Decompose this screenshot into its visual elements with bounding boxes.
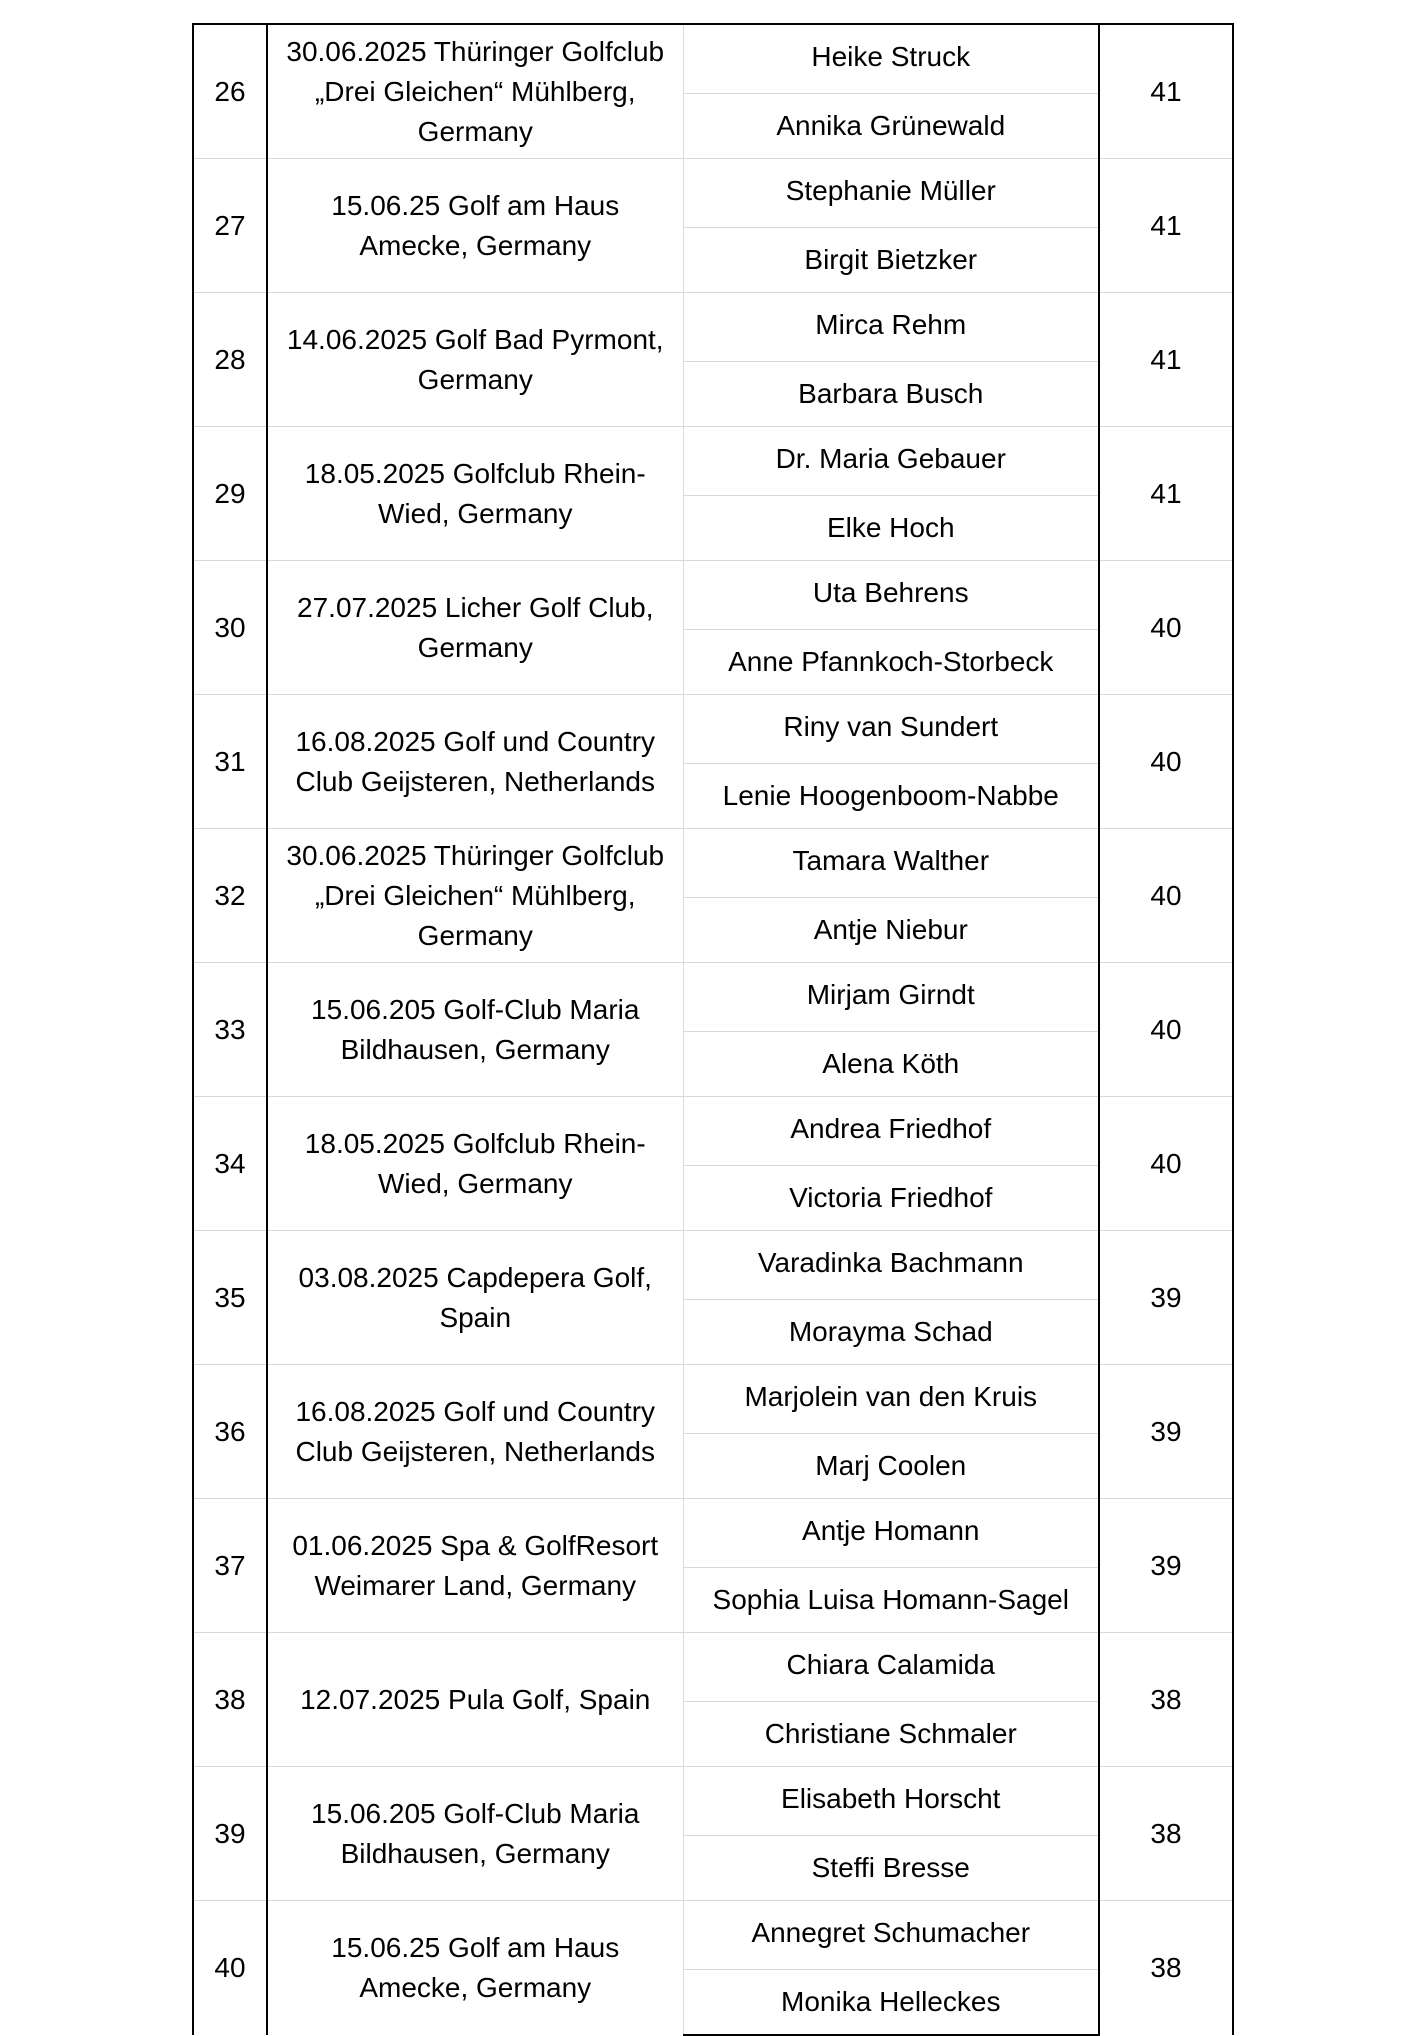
player-name-cell: Stephanie Müller (683, 159, 1099, 228)
event-cell: 03.08.2025 Capdepera Golf, Spain (267, 1231, 683, 1365)
score-cell: 39 (1099, 1365, 1233, 1499)
score-cell: 38 (1099, 1633, 1233, 1767)
player-name-cell: Mirjam Girndt (683, 963, 1099, 1032)
player-name-cell: Morayma Schad (683, 1300, 1099, 1365)
table-row (193, 1633, 1233, 1702)
rank-cell: 34 (193, 1097, 267, 1231)
player-name-cell: Annika Grünewald (683, 94, 1099, 159)
player-name-cell: Dr. Maria Gebauer (683, 427, 1099, 496)
score-cell: 40 (1099, 1097, 1233, 1231)
event-cell: 16.08.2025 Golf und Country Club Geijsteren, Netherlands (267, 1365, 683, 1499)
event-cell: 15.06.205 Golf-Club Maria Bildhausen, Germany (267, 963, 683, 1097)
rank-cell: 26 (193, 24, 267, 159)
table-row (193, 24, 1233, 94)
event-cell: 12.07.2025 Pula Golf, Spain (267, 1633, 683, 1767)
rank-cell: 32 (193, 829, 267, 963)
rank-cell: 37 (193, 1499, 267, 1633)
table-row (193, 963, 1233, 1032)
table-row (193, 561, 1233, 630)
event-cell: 15.06.25 Golf am Haus Amecke, Germany (267, 159, 683, 293)
score-cell: 41 (1099, 427, 1233, 561)
player-name-cell: Marjolein van den Kruis (683, 1365, 1099, 1434)
rank-cell: 28 (193, 293, 267, 427)
player-name-cell: Uta Behrens (683, 561, 1099, 630)
player-name-cell: Varadinka Bachmann (683, 1231, 1099, 1300)
player-name-cell: Sophia Luisa Homann-Sagel (683, 1568, 1099, 1633)
table-row (193, 1499, 1233, 1568)
event-cell: 30.06.2025 Thüringer Golfclub „Drei Gleichen“ Mühlberg, Germany (267, 829, 683, 963)
score-cell: 40 (1099, 829, 1233, 963)
rank-cell: 33 (193, 963, 267, 1097)
player-name-cell: Annegret Schumacher (683, 1901, 1099, 1970)
player-name-cell: Elke Hoch (683, 496, 1099, 561)
player-name-cell: Antje Niebur (683, 898, 1099, 963)
event-cell: 27.07.2025 Licher Golf Club, Germany (267, 561, 683, 695)
rank-cell: 35 (193, 1231, 267, 1365)
rank-cell: 30 (193, 561, 267, 695)
table-row (193, 1901, 1233, 1970)
score-cell: 40 (1099, 963, 1233, 1097)
player-name-cell: Anne Pfannkoch-Storbeck (683, 630, 1099, 695)
event-cell: 15.06.205 Golf-Club Maria Bildhausen, Germany (267, 1767, 683, 1901)
player-name-cell: Riny van Sundert (683, 695, 1099, 764)
rank-cell: 29 (193, 427, 267, 561)
event-cell: 18.05.2025 Golfclub Rhein-Wied, Germany (267, 427, 683, 561)
rank-cell: 39 (193, 1767, 267, 1901)
table-row (193, 427, 1233, 496)
player-name-cell: Elisabeth Horscht (683, 1767, 1099, 1836)
rank-cell: 27 (193, 159, 267, 293)
score-cell: 41 (1099, 159, 1233, 293)
score-cell: 41 (1099, 293, 1233, 427)
player-name-cell: Monika Helleckes (683, 1970, 1099, 2036)
score-cell: 40 (1099, 561, 1233, 695)
event-cell: 15.06.25 Golf am Haus Amecke, Germany (267, 1901, 683, 2036)
event-cell: 14.06.2025 Golf Bad Pyrmont, Germany (267, 293, 683, 427)
event-cell: 18.05.2025 Golfclub Rhein-Wied, Germany (267, 1097, 683, 1231)
player-name-cell: Marj Coolen (683, 1434, 1099, 1499)
player-name-cell: Mirca Rehm (683, 293, 1099, 362)
event-cell: 16.08.2025 Golf und Country Club Geijsteren, Netherlands (267, 695, 683, 829)
results-table (192, 23, 1234, 2036)
player-name-cell: Christiane Schmaler (683, 1702, 1099, 1767)
player-name-cell: Steffi Bresse (683, 1836, 1099, 1901)
player-name-cell: Barbara Busch (683, 362, 1099, 427)
table-row (193, 1365, 1233, 1434)
results-table-body (193, 24, 1233, 2035)
score-cell: 41 (1099, 24, 1233, 159)
table-row (193, 695, 1233, 764)
player-name-cell: Antje Homann (683, 1499, 1099, 1568)
score-cell: 39 (1099, 1499, 1233, 1633)
score-cell: 38 (1099, 1901, 1233, 2036)
player-name-cell: Birgit Bietzker (683, 228, 1099, 293)
event-cell: 01.06.2025 Spa & GolfResort Weimarer Land, Germany (267, 1499, 683, 1633)
table-row (193, 1767, 1233, 1836)
player-name-cell: Andrea Friedhof (683, 1097, 1099, 1166)
table-row (193, 1097, 1233, 1166)
player-name-cell: Victoria Friedhof (683, 1166, 1099, 1231)
score-cell: 40 (1099, 695, 1233, 829)
table-row (193, 829, 1233, 898)
score-cell: 38 (1099, 1767, 1233, 1901)
rank-cell: 40 (193, 1901, 267, 2036)
table-row (193, 293, 1233, 362)
score-cell: 39 (1099, 1231, 1233, 1365)
player-name-cell: Alena Köth (683, 1032, 1099, 1097)
table-row (193, 1231, 1233, 1300)
rank-cell: 38 (193, 1633, 267, 1767)
table-row (193, 159, 1233, 228)
player-name-cell: Heike Struck (683, 24, 1099, 94)
player-name-cell: Lenie Hoogenboom-Nabbe (683, 764, 1099, 829)
player-name-cell: Chiara Calamida (683, 1633, 1099, 1702)
rank-cell: 31 (193, 695, 267, 829)
event-cell: 30.06.2025 Thüringer Golfclub „Drei Gleichen“ Mühlberg, Germany (267, 24, 683, 159)
rank-cell: 36 (193, 1365, 267, 1499)
player-name-cell: Tamara Walther (683, 829, 1099, 898)
